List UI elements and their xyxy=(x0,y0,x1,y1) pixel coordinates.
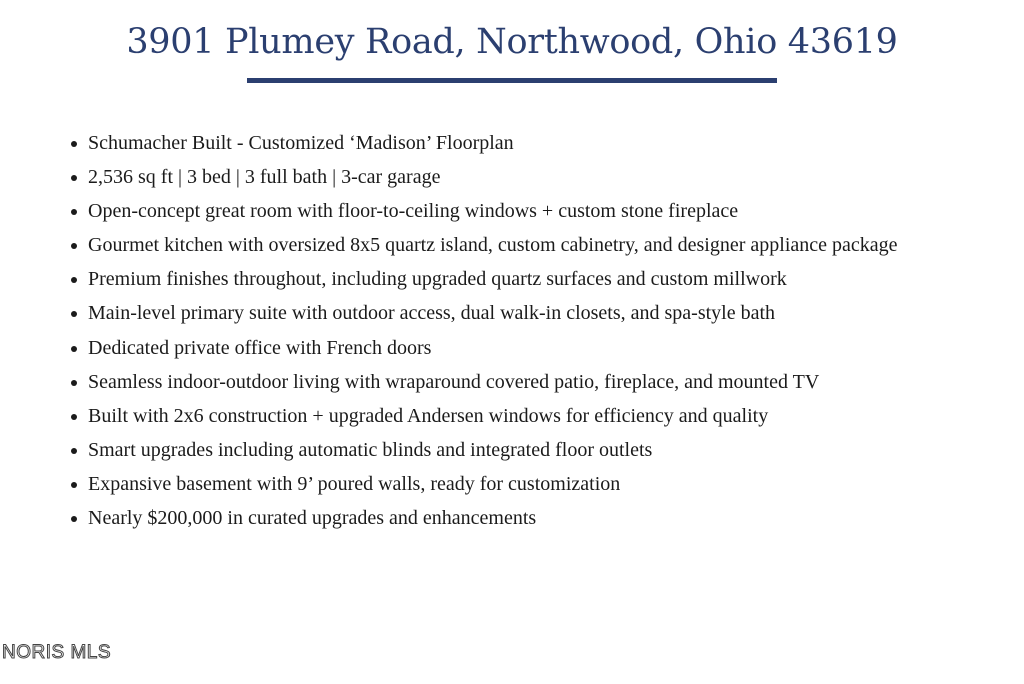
list-item: Expansive basement with 9’ poured walls, ready for customization xyxy=(88,467,988,501)
list-item: Built with 2x6 construction + upgraded Andersen windows for efficiency and quality xyxy=(88,399,988,433)
list-item: Smart upgrades including automatic blinds and integrated floor outlets xyxy=(88,433,988,467)
list-item: Main-level primary suite with outdoor access, dual walk-in closets, and spa-style bath xyxy=(88,296,988,330)
list-item: Gourmet kitchen with oversized 8x5 quartz island, custom cabinetry, and designer appliance package xyxy=(88,228,988,262)
list-item: Seamless indoor-outdoor living with wraparound covered patio, fireplace, and mounted TV xyxy=(88,365,988,399)
mls-watermark: NORIS MLS xyxy=(2,642,112,663)
list-item: Premium finishes throughout, including upgraded quartz surfaces and custom millwork xyxy=(88,262,988,296)
list-item: Dedicated private office with French doors xyxy=(88,331,988,365)
list-item: Open-concept great room with floor-to-ceiling windows + custom stone fireplace xyxy=(88,194,988,228)
page-title: 3901 Plumey Road, Northwood, Ohio 43619 xyxy=(126,22,898,62)
list-item: 2,536 sq ft | 3 bed | 3 full bath | 3-car garage xyxy=(88,160,988,194)
list-item: Schumacher Built - Customized ‘Madison’ Floorplan xyxy=(88,126,988,160)
title-underline xyxy=(247,78,777,83)
feature-list xyxy=(66,126,988,535)
list-item: Nearly $200,000 in curated upgrades and enhancements xyxy=(88,501,988,535)
